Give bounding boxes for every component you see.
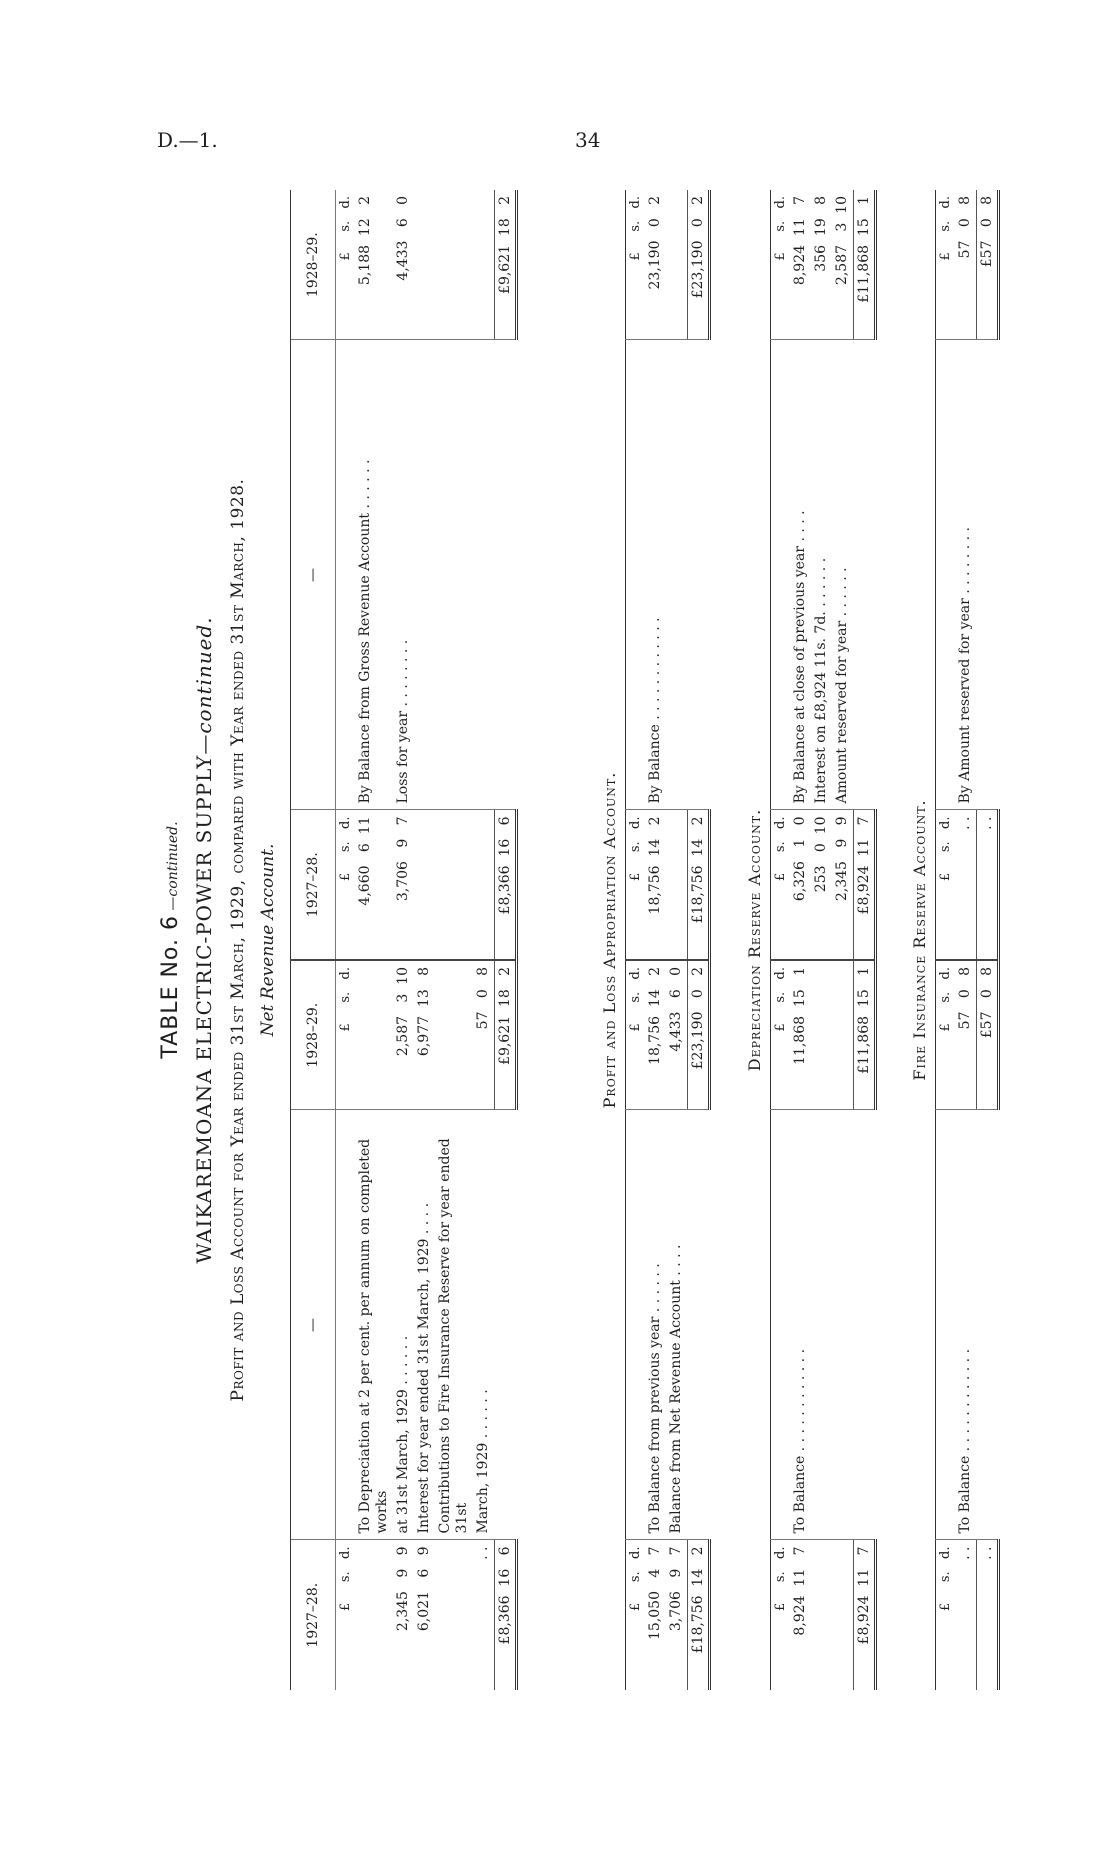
- total-amount: £8,924 11 7: [853, 1540, 875, 1690]
- amount: 253 0 10: [811, 810, 832, 960]
- account-heading: Profit and Loss Account for Year ended 31st March, 1929, compared with Year ended 31st March, 1928.: [228, 478, 248, 1402]
- page-number: 34: [575, 128, 601, 152]
- total-amount: £8,366 16 6: [494, 1540, 516, 1690]
- entry-description: By Amount reserved for year . . . . . . . .: [955, 340, 976, 810]
- entry-description: Interest on £8,924 11s. 7d. . . . . . .: [811, 340, 832, 810]
- currency-label: £ s. d.: [936, 960, 956, 1110]
- amount: 57 0 8: [473, 960, 494, 1110]
- amount: 57 0 8: [955, 960, 976, 1110]
- amount: 11,868 15 1: [790, 960, 811, 1110]
- entry-description: Balance from Net Revenue Account . . . .: [666, 1110, 687, 1540]
- amount: 4,660 6 11: [355, 810, 393, 960]
- entry-description: Amount reserved for year . . . . . .: [832, 340, 853, 810]
- amount: 2,587 3 10: [832, 190, 853, 340]
- entry-description: By Balance . . . . . . . . . . . .: [645, 340, 666, 810]
- supply-title: WAIKAREMOANA ELECTRIC-POWER SUPPLY—continued.: [192, 616, 216, 1264]
- total-amount: £9,621 18 2: [494, 190, 516, 340]
- col-1927-28: 1927–28.: [291, 1540, 336, 1690]
- depreciation-table: [770, 190, 877, 1690]
- sub-heading: Net Revenue Account.: [258, 843, 278, 1037]
- amount: 8,924 11 7: [792, 1546, 808, 1636]
- entry-description: To Balance . . . . . . . . . . . .: [790, 1110, 811, 1540]
- currency-label: £ s. d.: [771, 190, 791, 340]
- amount: 15,050 4 7: [647, 1546, 663, 1641]
- total-amount: £8,924 11 7: [853, 810, 875, 960]
- rotated-page: [150, 10, 1050, 1690]
- amount: 4,433 6 0: [393, 190, 414, 340]
- amount: 57 0 8: [955, 190, 976, 340]
- col-dash: —: [291, 1110, 336, 1540]
- amount: . .: [955, 810, 976, 960]
- entry-description: To Depreciation at 2 per cent. per annum on completed works: [355, 1110, 393, 1540]
- entry-description: By Balance from Gross Revenue Account . . . . . .: [355, 340, 393, 810]
- total-amount: £18,756 14 2: [687, 810, 709, 960]
- currency-label: £ s. d.: [771, 810, 791, 960]
- col-1927-28: 1927–28.: [291, 810, 336, 960]
- total-amount: . .: [976, 1540, 998, 1690]
- amount: 3,706 9 7: [668, 1546, 684, 1632]
- entry-description: Interest for year ended 31st March, 1929 . . . .: [414, 1110, 435, 1540]
- amount: [435, 1540, 473, 1690]
- currency-label: £ s. d.: [936, 190, 956, 340]
- entry-description: To Balance from previous year . . . . . .: [645, 1110, 666, 1540]
- entry-description: March, 1929 . . . . . .: [473, 1110, 494, 1540]
- entry-description: By Balance at close of previous year . . . .: [790, 340, 811, 810]
- total-amount: £11,868 15 1: [853, 190, 875, 340]
- amount: 18,756 14 2: [645, 960, 666, 1110]
- appropriation-title: Profit and Loss Appropriation Account.: [600, 771, 619, 1109]
- amount: [435, 960, 473, 1110]
- amount: [355, 960, 393, 1110]
- document-reference: D.—1.: [157, 128, 218, 152]
- col-dash: —: [291, 340, 336, 810]
- amount: . .: [475, 1546, 491, 1569]
- total-amount: £57 0 8: [976, 960, 998, 1110]
- table-number: TABLE No. 6 —continued.: [158, 821, 183, 1059]
- currency-label: £ s. d.: [936, 810, 956, 960]
- currency-label: £ s. d.: [626, 810, 646, 960]
- amount: 3,706 9 7: [393, 810, 414, 960]
- amount: 2,345 9 9: [832, 810, 853, 960]
- entry-description: To Balance . . . . . . . . . . . .: [955, 1110, 976, 1540]
- total-amount: £23,190 0 2: [687, 960, 709, 1110]
- fire-insurance-table: [935, 190, 1000, 1690]
- entry-description: Loss for year . . . . . . . .: [393, 340, 414, 810]
- entry-description: at 31st March, 1929 . . . . . .: [393, 1110, 414, 1540]
- total-amount: £57 0 8: [976, 190, 998, 340]
- depreciation-title: Depreciation Reserve Account.: [745, 808, 764, 1072]
- col-1928-29: 1928–29.: [291, 190, 336, 340]
- amount: 6,326 1 0: [790, 810, 811, 960]
- amount: 2,345 9 9: [395, 1546, 411, 1632]
- total-amount: £23,190 0 2: [687, 190, 709, 340]
- currency-label: £ s. d.: [938, 1546, 953, 1612]
- amount: 356 19 8: [811, 190, 832, 340]
- amount: 6,021 6 9: [416, 1546, 432, 1632]
- amount: 18,756 14 2: [645, 810, 666, 960]
- amount: 5,188 12 2: [355, 190, 393, 340]
- fire-insurance-title: Fire Insurance Reserve Account.: [910, 799, 929, 1081]
- currency-label: £ s. d.: [336, 190, 356, 340]
- entry-description: Contributions to Fire Insurance Reserve for year ended 31st: [435, 1110, 473, 1540]
- appropriation-table: [625, 190, 711, 1690]
- currency-label: £ s. d.: [626, 960, 646, 1110]
- total-amount: £8,366 16 6: [494, 810, 516, 960]
- amount: . .: [957, 1546, 973, 1565]
- net-revenue-table: [290, 190, 518, 1690]
- total-amount: . .: [976, 810, 998, 960]
- amount: 8,924 11 7: [790, 190, 811, 340]
- total-amount: £11,868 15 1: [853, 960, 875, 1110]
- amount: 2,587 3 10: [393, 960, 414, 1110]
- amount: 4,433 6 0: [666, 960, 687, 1110]
- amount: [355, 1540, 393, 1690]
- currency-label: £ s. d.: [336, 810, 356, 960]
- currency-label: £ s. d.: [338, 1546, 353, 1612]
- currency-label: £ s. d.: [336, 960, 356, 1110]
- currency-label: £ s. d.: [628, 1546, 643, 1612]
- amount: 6,977 13 8: [414, 960, 435, 1110]
- total-amount: £18,756 14 2: [687, 1540, 709, 1690]
- amount: 23,190 0 2: [645, 190, 666, 340]
- total-amount: £9,621 18 2: [494, 960, 516, 1110]
- currency-label: £ s. d.: [771, 960, 791, 1110]
- col-1928-29: 1928–29.: [291, 960, 336, 1110]
- currency-label: £ s. d.: [773, 1546, 788, 1612]
- currency-label: £ s. d.: [626, 190, 646, 340]
